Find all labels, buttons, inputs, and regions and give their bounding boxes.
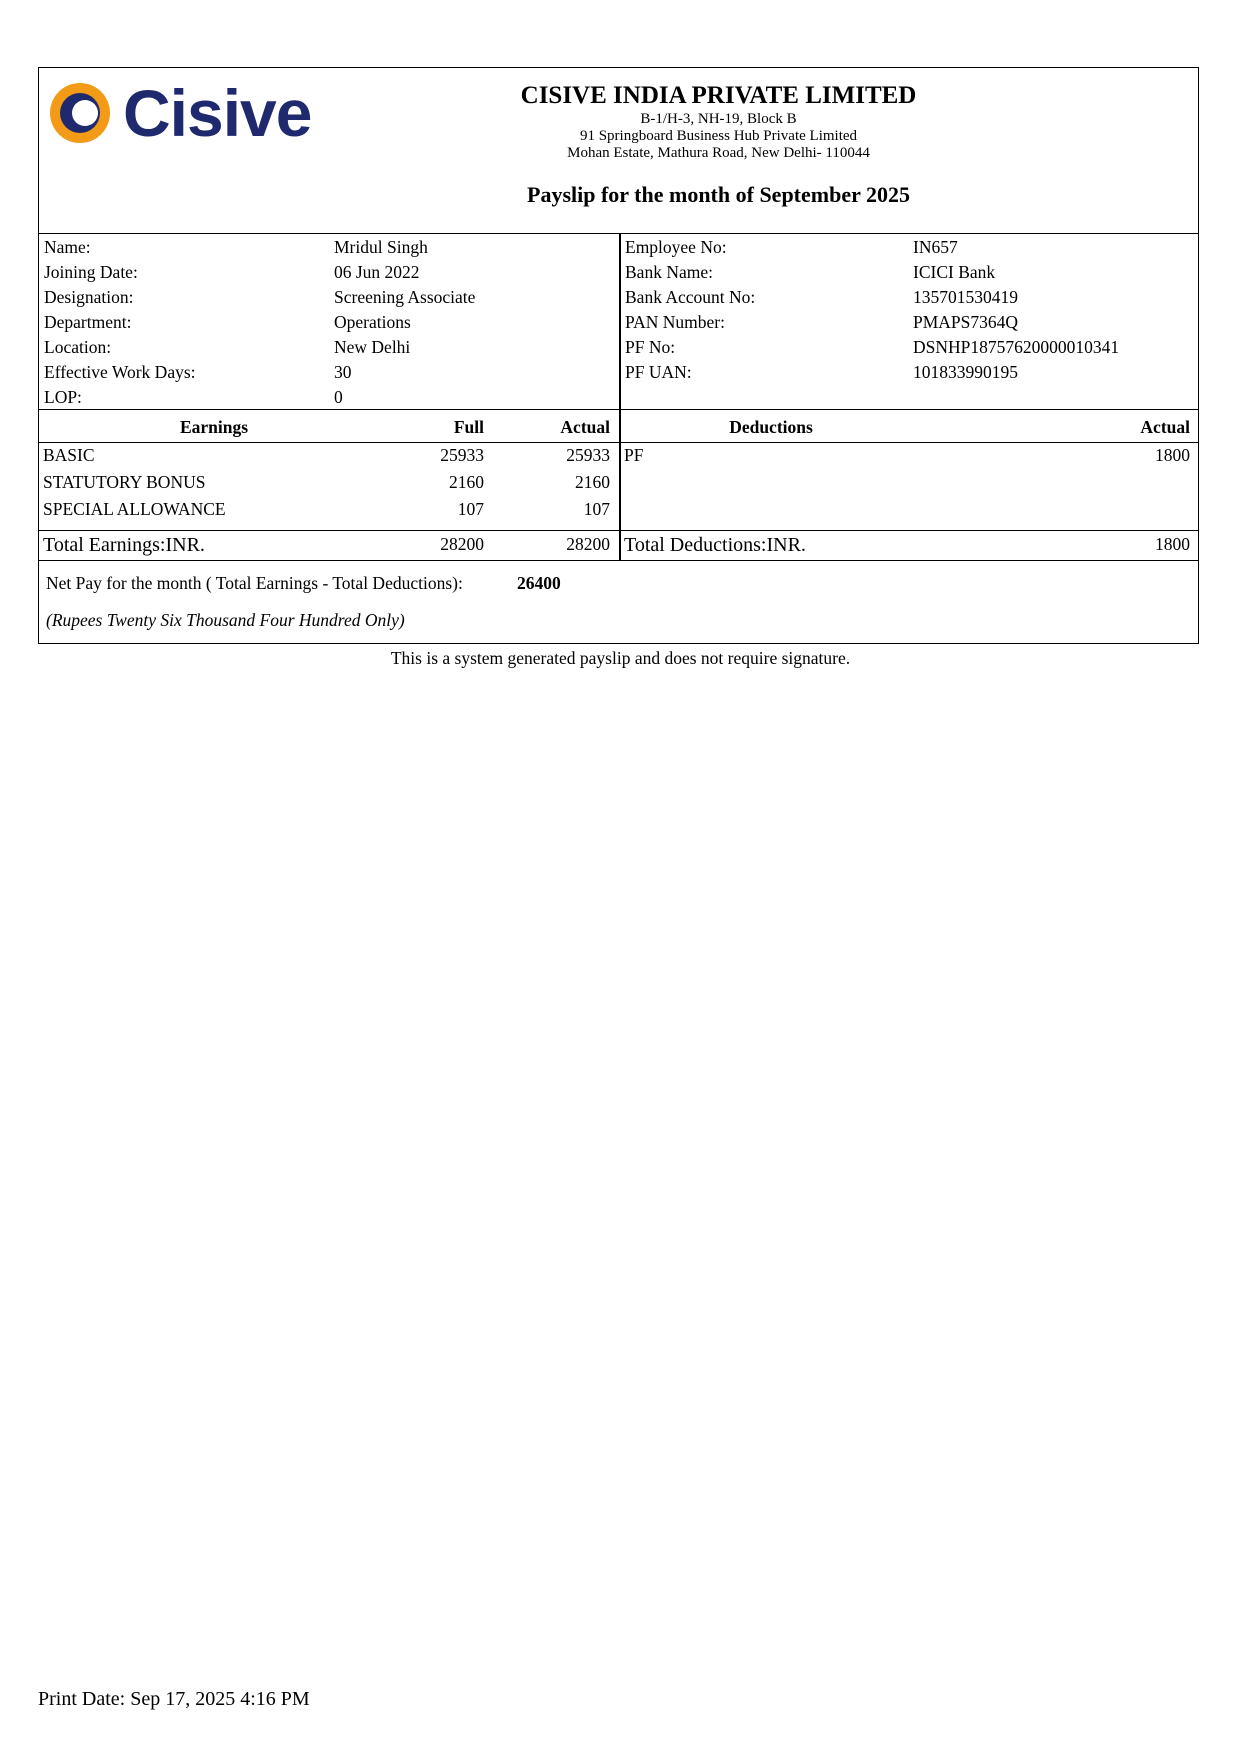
- info-label: Bank Account No:: [625, 287, 756, 307]
- total-deductions-label: Total Deductions:INR.: [624, 534, 806, 556]
- payslip-header: [39, 68, 1198, 234]
- info-label: PF No:: [625, 337, 676, 357]
- print-date: Print Date: Sep 17, 2025 4:16 PM: [38, 1688, 310, 1710]
- company-name: CISIVE INDIA PRIVATE LIMITED: [520, 82, 917, 109]
- payslip-container: [38, 67, 1199, 644]
- total-earnings-full: 28200: [440, 534, 484, 554]
- info-value: ICICI Bank: [913, 262, 996, 282]
- earning-full: 107: [457, 499, 484, 519]
- info-value: 135701530419: [913, 287, 1018, 307]
- info-label: Designation:: [44, 287, 134, 307]
- earning-actual: 107: [583, 499, 610, 519]
- net-pay-value: 26400: [517, 573, 561, 593]
- system-generated-note: This is a system generated payslip and does not require signature.: [390, 648, 851, 668]
- info-label: PF UAN:: [625, 362, 692, 382]
- logo-wordmark: Cisive: [123, 76, 312, 150]
- info-value: 06 Jun 2022: [334, 262, 420, 282]
- info-label: Effective Work Days:: [44, 362, 196, 382]
- logo-mark-icon: [47, 76, 117, 151]
- earnings-header: Earnings: [179, 417, 249, 437]
- info-label: Employee No:: [625, 237, 727, 257]
- earnings-full-header: Full: [453, 417, 484, 437]
- info-value: New Delhi: [334, 337, 411, 357]
- deduction-actual: 1800: [1155, 445, 1190, 465]
- info-value: PMAPS7364Q: [913, 312, 1019, 332]
- payslip-title: Payslip for the month of September 2025: [527, 182, 910, 207]
- company-address-line2: 91 Springboard Business Hub Private Limited: [579, 128, 858, 144]
- deduction-name: PF: [624, 445, 644, 465]
- info-label: Department:: [44, 312, 132, 332]
- employee-info: [39, 233, 1198, 410]
- info-value: 0: [334, 387, 343, 407]
- info-label: Joining Date:: [44, 262, 138, 282]
- company-address-line3: Mohan Estate, Mathura Road, New Delhi- 110044: [567, 145, 870, 161]
- company-address-line1: B-1/H-3, NH-19, Block B: [640, 111, 797, 127]
- table-divider: [619, 409, 621, 560]
- info-label: Name:: [44, 237, 91, 257]
- info-label: Location:: [44, 337, 112, 357]
- info-label: Bank Name:: [625, 262, 713, 282]
- total-earnings-actual: 28200: [566, 534, 610, 554]
- total-earnings-label: Total Earnings:INR.: [43, 534, 205, 556]
- info-value: Screening Associate: [334, 287, 476, 307]
- info-value: 30: [334, 362, 352, 382]
- deductions-header: Deductions: [729, 417, 813, 437]
- earning-full: 2160: [449, 472, 484, 492]
- earning-actual: 2160: [575, 472, 610, 492]
- net-pay-in-words: (Rupees Twenty Six Thousand Four Hundred Only): [46, 610, 405, 630]
- net-pay-label: Net Pay for the month ( Total Earnings - Total Deductions):: [46, 573, 463, 593]
- info-value: 101833990195: [913, 362, 1018, 382]
- info-value: Mridul Singh: [334, 237, 428, 257]
- deductions-actual-header: Actual: [1140, 417, 1190, 437]
- earning-name: STATUTORY BONUS: [43, 472, 206, 492]
- info-value: Operations: [334, 312, 411, 332]
- info-label: PAN Number:: [625, 312, 725, 332]
- earning-full: 25933: [440, 445, 484, 465]
- total-deductions-actual: 1800: [1155, 534, 1190, 554]
- earnings-actual-header: Actual: [560, 417, 610, 437]
- earning-name: BASIC: [43, 445, 95, 465]
- info-value: IN657: [913, 237, 958, 257]
- info-value: DSNHP18757620000010341: [913, 337, 1120, 357]
- info-label: LOP:: [44, 387, 82, 407]
- info-divider: [619, 233, 621, 409]
- earning-actual: 25933: [566, 445, 610, 465]
- earning-name: SPECIAL ALLOWANCE: [43, 499, 226, 519]
